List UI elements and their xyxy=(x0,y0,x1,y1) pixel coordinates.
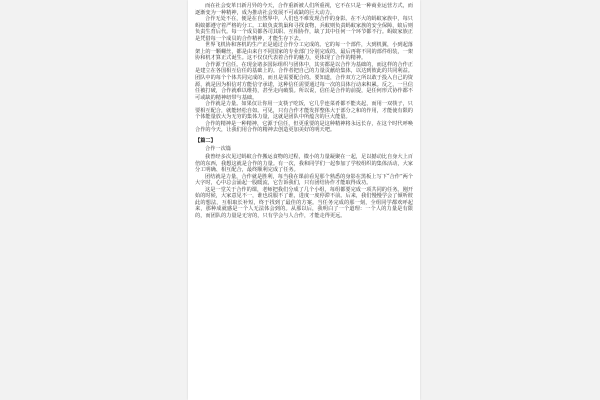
paragraph: 团结就是力量，合作就是胜利，每当我在课前看见那个熟悉的身影在黑板上写下“合作”两个大字时，心中总会涌起一股暖流，它告诉我们，只有团结协作才能取得成功。 xyxy=(195,173,413,187)
paragraph: 而在社会变革日新月异的今天，合作重新被人们所重视，它不在只是一种商业运营方式，而逐渐变为一种精神，成为推动社会发展不可或缺的巨大动力。 xyxy=(195,3,413,16)
paragraph: 合作源于信任。在现金诸多国际组织与团体中，其实都是以合作为基础的，而这样的合作正是建立在各国相互信任的基础上的。合作者把自己的力量贡献给集体，以达到彼此的共同利益。团队中的每个个体共同完成的，而且是需要配合的。要知道，合作双方之所以敢于投入自己的资源，就是因为相信对方能信守承诺，这种信任需要通过每一次的具体行动来积累。反之，一旦信任被打破，合作就难以维持，甚至走向破裂。所以说，信任是合作的前提，是任何形式协作都不可或缺的精神纽带与基础。 xyxy=(195,61,413,101)
paragraph: 我曾经多次见过蚂蚁合作搬运食物的过程，微小的力量凝聚在一起，足以撼动比自身大上百倍的东西，我想这就是合作的力量。有一次，我和同学们一起参加了学校组织的集体活动，大家分工明确、相互配合，最终顺利完成了任务。 xyxy=(195,154,413,174)
paragraph: 合作就是力量。如果仅让你用一支筷子吃饭，它几乎连菜肴都不能夹起，而用一双筷子，只要相互配合，就能轻松自如。可见，只有合作才能发挥整体大于部分之和的作用，才能使有限的个体能量放大为无穷的集体力量，这就是团队中所蕴含的巨大能量。 xyxy=(195,101,413,121)
section-two-label: 【篇二】 xyxy=(195,137,216,144)
document-page xyxy=(188,0,420,400)
paragraph: 这是一堂关于合作的课，老师把我们分成了几个小组，每组都要完成一项共同的任务。刚开始的时候，大家意见不一，谁也说服不了谁，进度一度停滞不前。后来，我们慢慢学会了倾听彼此的想法，互相取长补短，终于找到了最佳的方案。当任务完成的那一刻，全组同学都欢呼起来，那种成就感是一个人无法体会到的。从那以后，我明白了一个道理：一个人的力量是有限的，而团队的力量是无穷的，只有学会与人合作，才能走得更远。 xyxy=(195,186,413,219)
document-content xyxy=(195,3,413,220)
section-two xyxy=(195,154,413,219)
paragraph: 世界飞机协和客机的生产正是通过合作分工完成的。它的每一个部件，大到机翼，小到起落架上的一颗螺丝，都是由来自不同国家的专业部门分别完成的，最后再将不同的部件组装，一架协和机才算正式诞生。这不仅仅代表着合作的魅力，更体现了合作的精神。 xyxy=(195,42,413,62)
section-one xyxy=(195,3,413,134)
section-two-title: 合作一次篇 xyxy=(205,146,231,153)
paragraph: 合作的精神是一种精神，它源于信任，但更重要的是这种精神将永远长存，在这个时代呼唤合作的今天，让我们用合作的精神去创造更加美好的明天吧。 xyxy=(195,120,413,134)
paragraph: 合作无处不在，便是在自然界中，人们也不难发现合作的身影。在不大的蚂蚁家族中，每只蚂蚁都遵守着严格的分工。工蚁负责筑巢和寻找食物，兵蚁则负责蚂蚁家族的安全保障，蚁后则负责生育后代。每一个成员都各司其职、互相协作，缺了其中任何一个环节都不行。蚂蚁家族正是凭借每一个成员的合作精神，才能生存下去。 xyxy=(195,16,413,42)
